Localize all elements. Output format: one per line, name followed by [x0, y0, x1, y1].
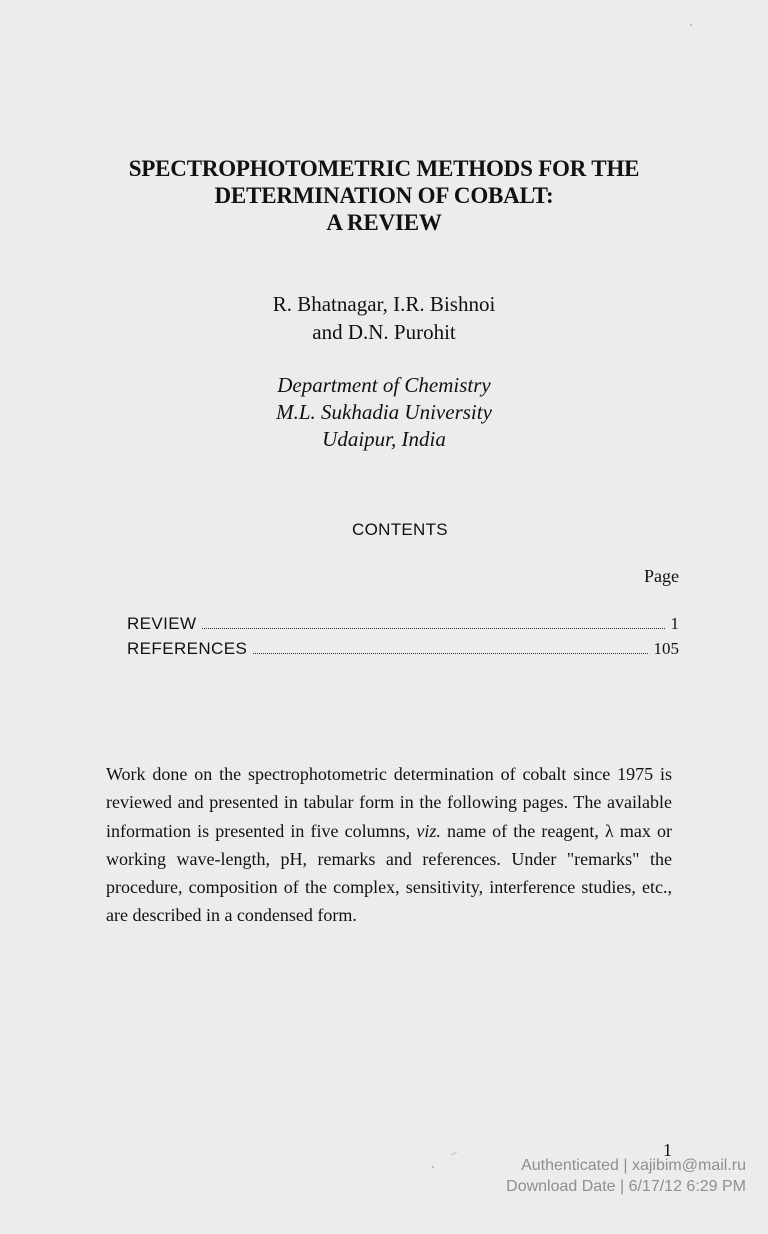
affiliation-location: Udaipur, India	[322, 427, 446, 451]
watermark-authenticated: Authenticated | xajibim@mail.ru	[521, 1157, 746, 1174]
title-line-3: A REVIEW	[326, 210, 442, 235]
table-of-contents	[127, 614, 679, 664]
page-number: 1	[663, 1140, 672, 1160]
affiliation-department: Department of Chemistry	[277, 373, 491, 397]
abstract-text-part-1: Work done on the spectrophotometric determination of cobalt since 1975 is reviewed and presented in tabular form in the following pages. The available information is presented in five columns,	[106, 764, 672, 841]
toc-entry-references	[127, 639, 679, 664]
paper-title	[0, 155, 768, 236]
abstract-paragraph	[106, 760, 672, 930]
page-column-label: Page	[644, 566, 679, 586]
authors	[0, 290, 768, 346]
toc-entry-review	[127, 614, 679, 639]
scan-speck	[432, 1166, 434, 1168]
title-line-1: SPECTROPHOTOMETRIC METHODS FOR THE	[128, 156, 640, 181]
toc-entry-page: 105	[653, 639, 679, 658]
abstract-viz: viz.	[416, 820, 441, 841]
toc-entry-label: REVIEW	[127, 614, 197, 633]
toc-entry-page: 1	[670, 614, 679, 633]
authors-line-2: and D.N. Purohit	[312, 320, 456, 344]
scan-speck	[690, 24, 692, 26]
contents-heading: CONTENTS	[352, 520, 448, 539]
authors-line-1: R. Bhatnagar, I.R. Bishnoi	[272, 292, 496, 316]
watermark-download-date: Download Date | 6/17/12 6:29 PM	[506, 1178, 746, 1195]
affiliation-university: M.L. Sukhadia University	[276, 400, 492, 424]
title-line-2: DETERMINATION OF COBALT:	[214, 183, 554, 208]
affiliation	[0, 372, 768, 453]
toc-leader-dots	[253, 652, 647, 654]
download-watermark	[506, 1155, 746, 1197]
toc-leader-dots	[202, 627, 664, 629]
scan-speck	[451, 1152, 457, 1155]
abstract-text-part-2: name of the reagent, λ max or working wave-length, pH, remarks and references. Under "remarks" the procedure, composition of the complex, sensitivity, interference studies, etc., are described in a condensed form.	[106, 820, 673, 926]
toc-entry-label: REFERENCES	[127, 639, 248, 658]
